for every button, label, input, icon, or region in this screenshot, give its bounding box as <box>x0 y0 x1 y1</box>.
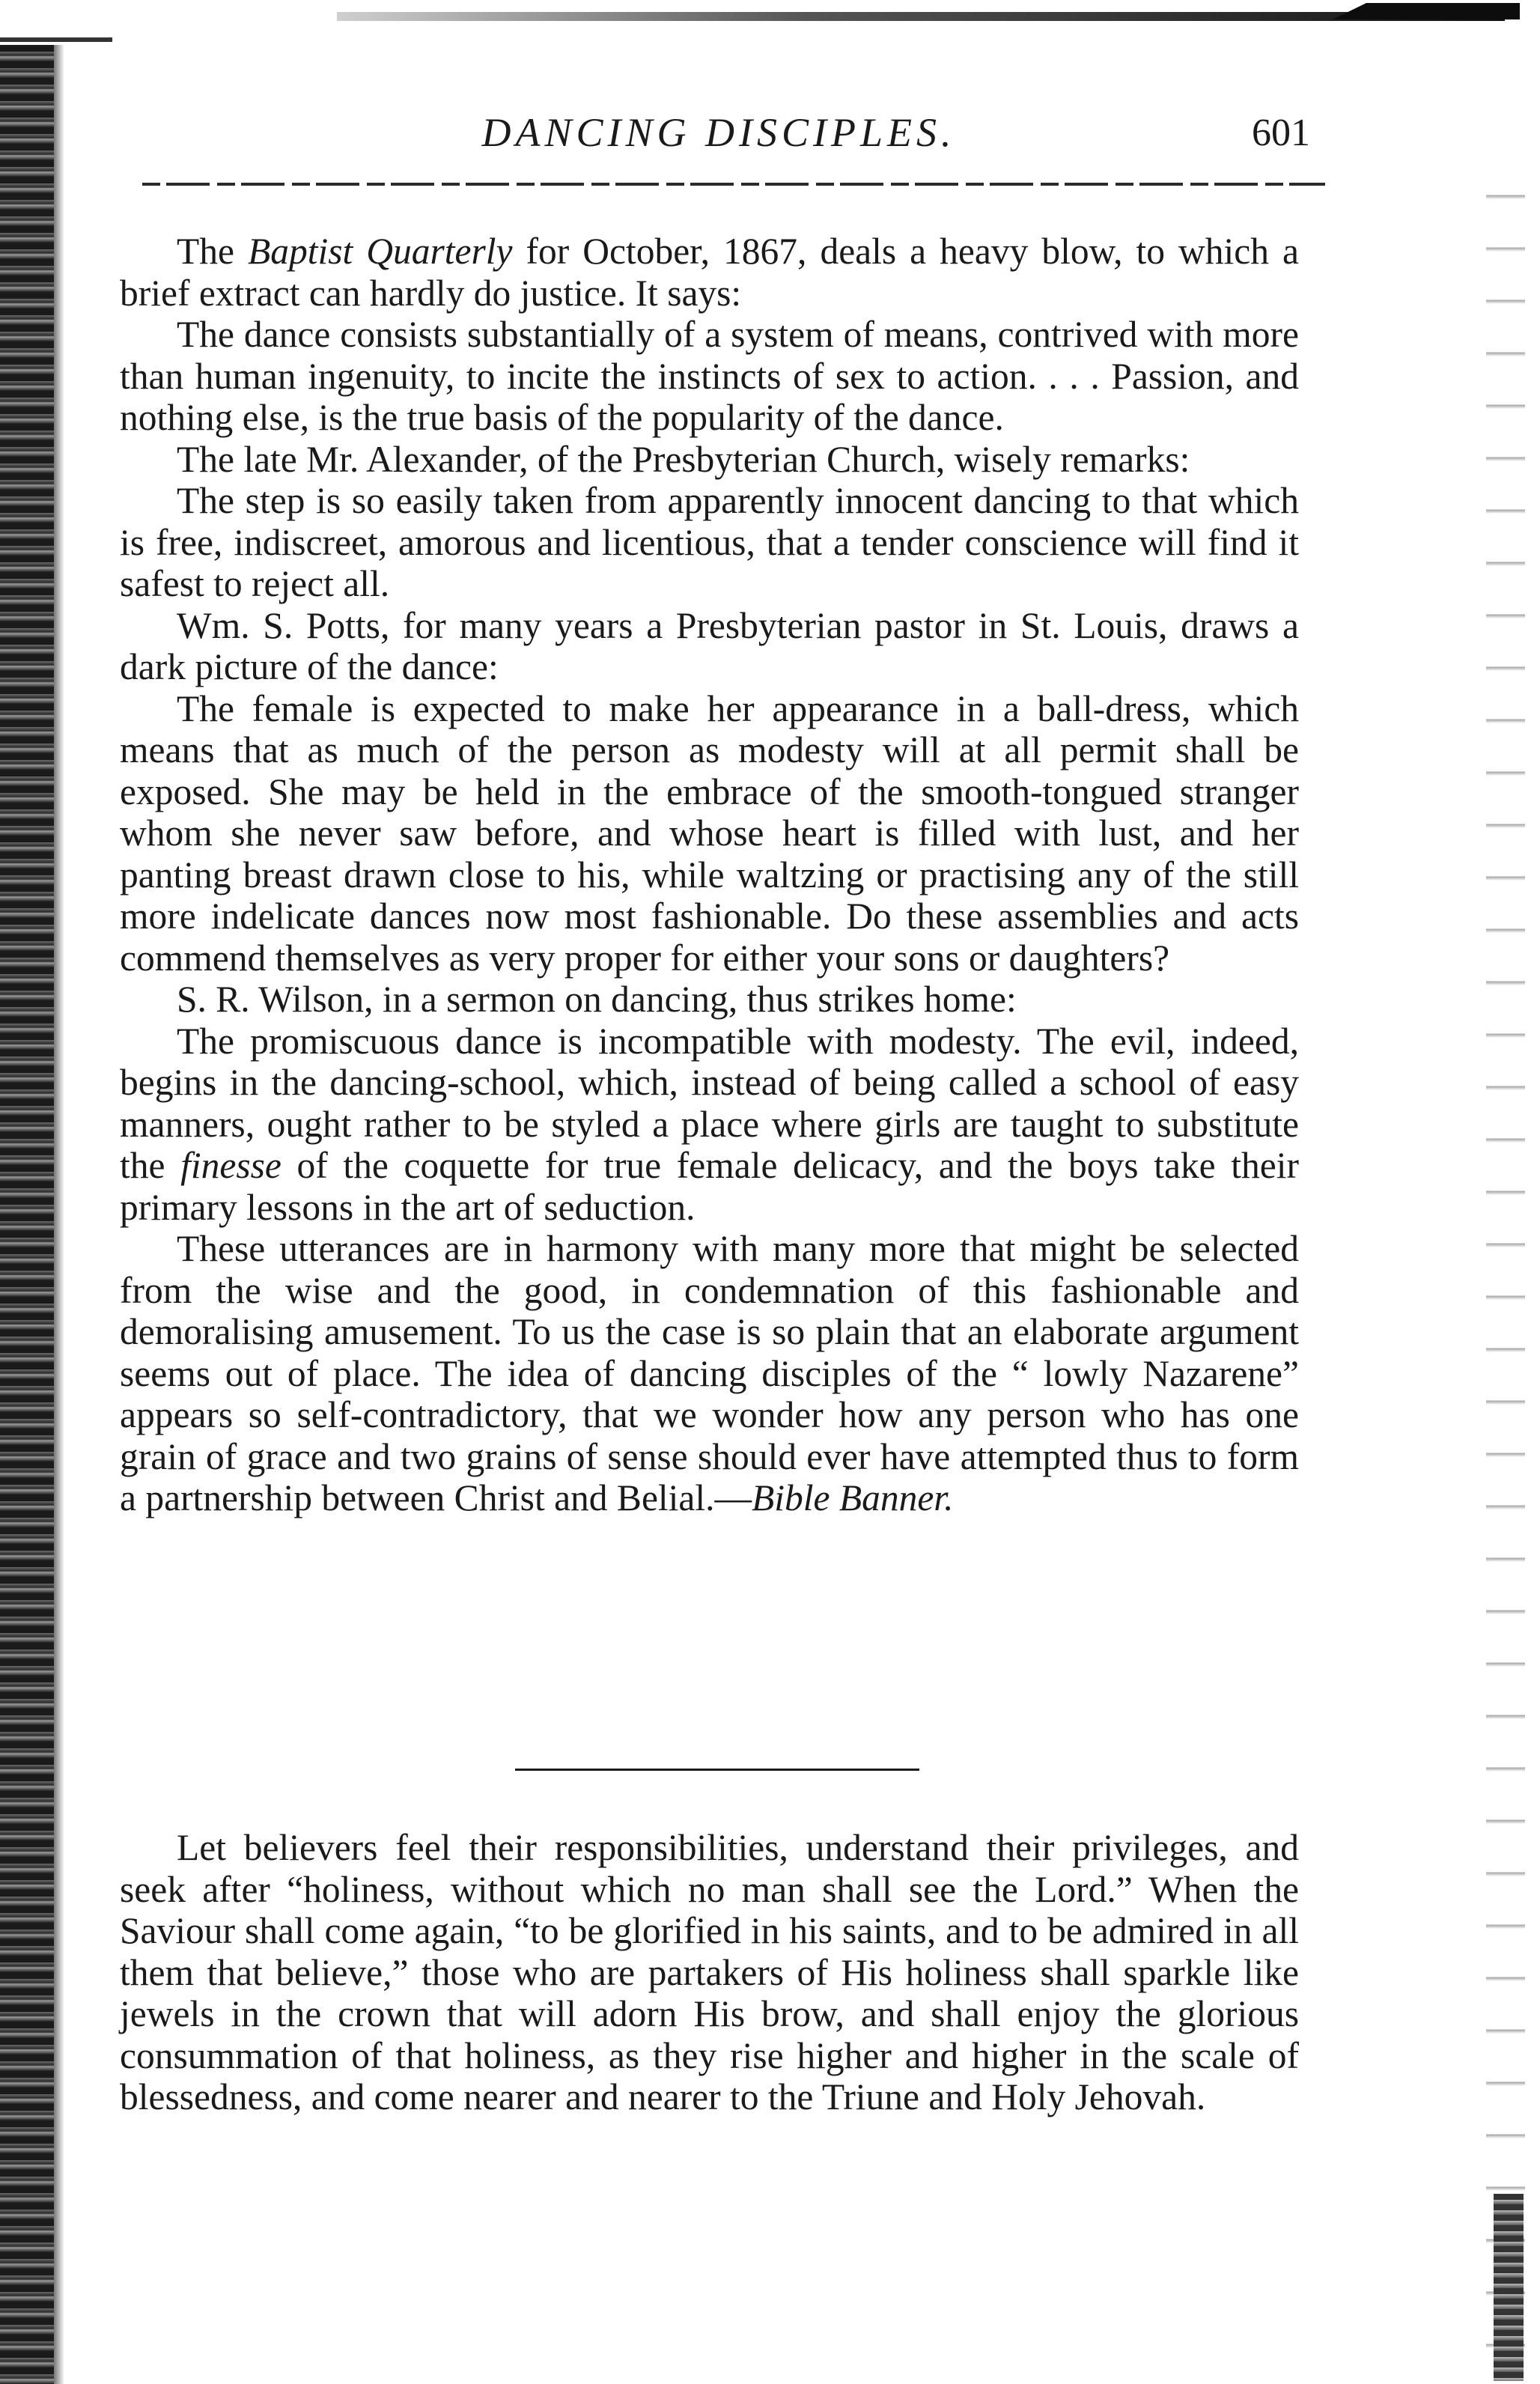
quote-potts: The female is expected to make her appearance in a ball-dress, which means that as much of the person as modesty will at all permit shall be exposed. She may be held in the embrace of the smooth-tongued stranger whom she never saw before, and whose heart is filled with lust, and her panting breast drawn close to his, while waltzing or practising any of the still more indelicate dances now most fashionable. Do these assemblies and acts commend themselves as very proper for either your sons or daughters? <box>120 687 1299 979</box>
finesse-word: finesse <box>180 1145 281 1186</box>
article-body <box>120 231 1299 1519</box>
section-divider <box>515 1769 919 1771</box>
paragraph-intro <box>120 231 1299 314</box>
quote-wilson <box>120 1021 1299 1229</box>
running-head <box>112 109 1325 162</box>
scan-top-rule-dark <box>1333 3 1520 19</box>
scan-right-edge <box>1486 172 1525 2381</box>
scan-binding-edge <box>0 45 54 2384</box>
quote-wilson-rest: of the coquette for true female delicacy, and the boys take their primary lessons in the art of seduction. <box>120 1145 1299 1228</box>
scan-right-edge-dark <box>1494 2194 1524 2381</box>
paragraph-alexander: The late Mr. Alexander, of the Presbyterian Church, wisely remarks: <box>177 438 1190 480</box>
paragraph-closing: Let believers feel their responsibilities, understand their privileges, and seek after “holiness, without which no man shall see the Lord.” When the Saviour shall come again, “to be glorified in his saints, and to be admired in all them that believe,” those who are partakers of His holiness shall sparkle like jewels in the crown that will adorn His brow, and shall enjoy the glorious consummation of that holiness, as they rise higher and higher in the scale of blessedness, and come nearer and nearer to the Triune and Holy Jehovah. <box>120 1827 1299 2117</box>
scan-top-rule <box>337 12 1505 21</box>
page-number: 601 <box>1252 112 1310 154</box>
paragraph-intro-lead: The <box>177 231 248 272</box>
source-attribution: Bible Banner. <box>752 1477 954 1518</box>
paragraph-conclusion-text: These utterances are in harmony with many more that might be selected from the wise and the good, in condemnation of this fashionable and demoralising amusement. To us the case is so plain that an elaborate argument seems out of place. The idea of dancing disciples of the “ lowly Nazarene” appears so self-contradictory, that we wonder how any person who has one grain of grace and two grains of sense should ever have attempted thus to form a partnership between Christ and Belial.— <box>120 1228 1299 1518</box>
scan-binding-top <box>0 37 112 42</box>
header-rule <box>142 183 1325 186</box>
journal-title: Baptist Quarterly <box>247 231 513 272</box>
quote-wilson-lead: The promiscuous dance is incompatible with modesty. The evil, indeed, begins in the dancing-school, which, instead of being called a school of easy manners, ought rather to be styled a place where girls are taught to substitute the <box>120 1020 1299 1186</box>
paragraph-intro-rest: for October, 1867, deals a heavy blow, to which a brief extract can hardly do justice. It says: <box>120 231 1299 314</box>
paragraph-conclusion <box>120 1228 1299 1519</box>
closing-body <box>120 1827 1299 2118</box>
quote-alexander: The step is so easily taken from apparently innocent dancing to that which is free, indiscreet, amorous and licentious, that a tender conscience will find it safest to reject all. <box>120 480 1299 604</box>
paragraph-potts: Wm. S. Potts, for many years a Presbyterian pastor in St. Louis, draws a dark picture of the dance: <box>120 604 1299 687</box>
quote-baptist-quarterly: The dance consists substantially of a system of means, contrived with more than human ingenuity, to incite the instincts of sex to action. . . . Passion, and nothing else, is the true basis of the popularity of the dance. <box>120 314 1299 438</box>
running-title: DANCING DISCIPLES. <box>481 110 956 155</box>
paragraph-wilson: S. R. Wilson, in a sermon on dancing, thus strikes home: <box>177 979 1017 1020</box>
